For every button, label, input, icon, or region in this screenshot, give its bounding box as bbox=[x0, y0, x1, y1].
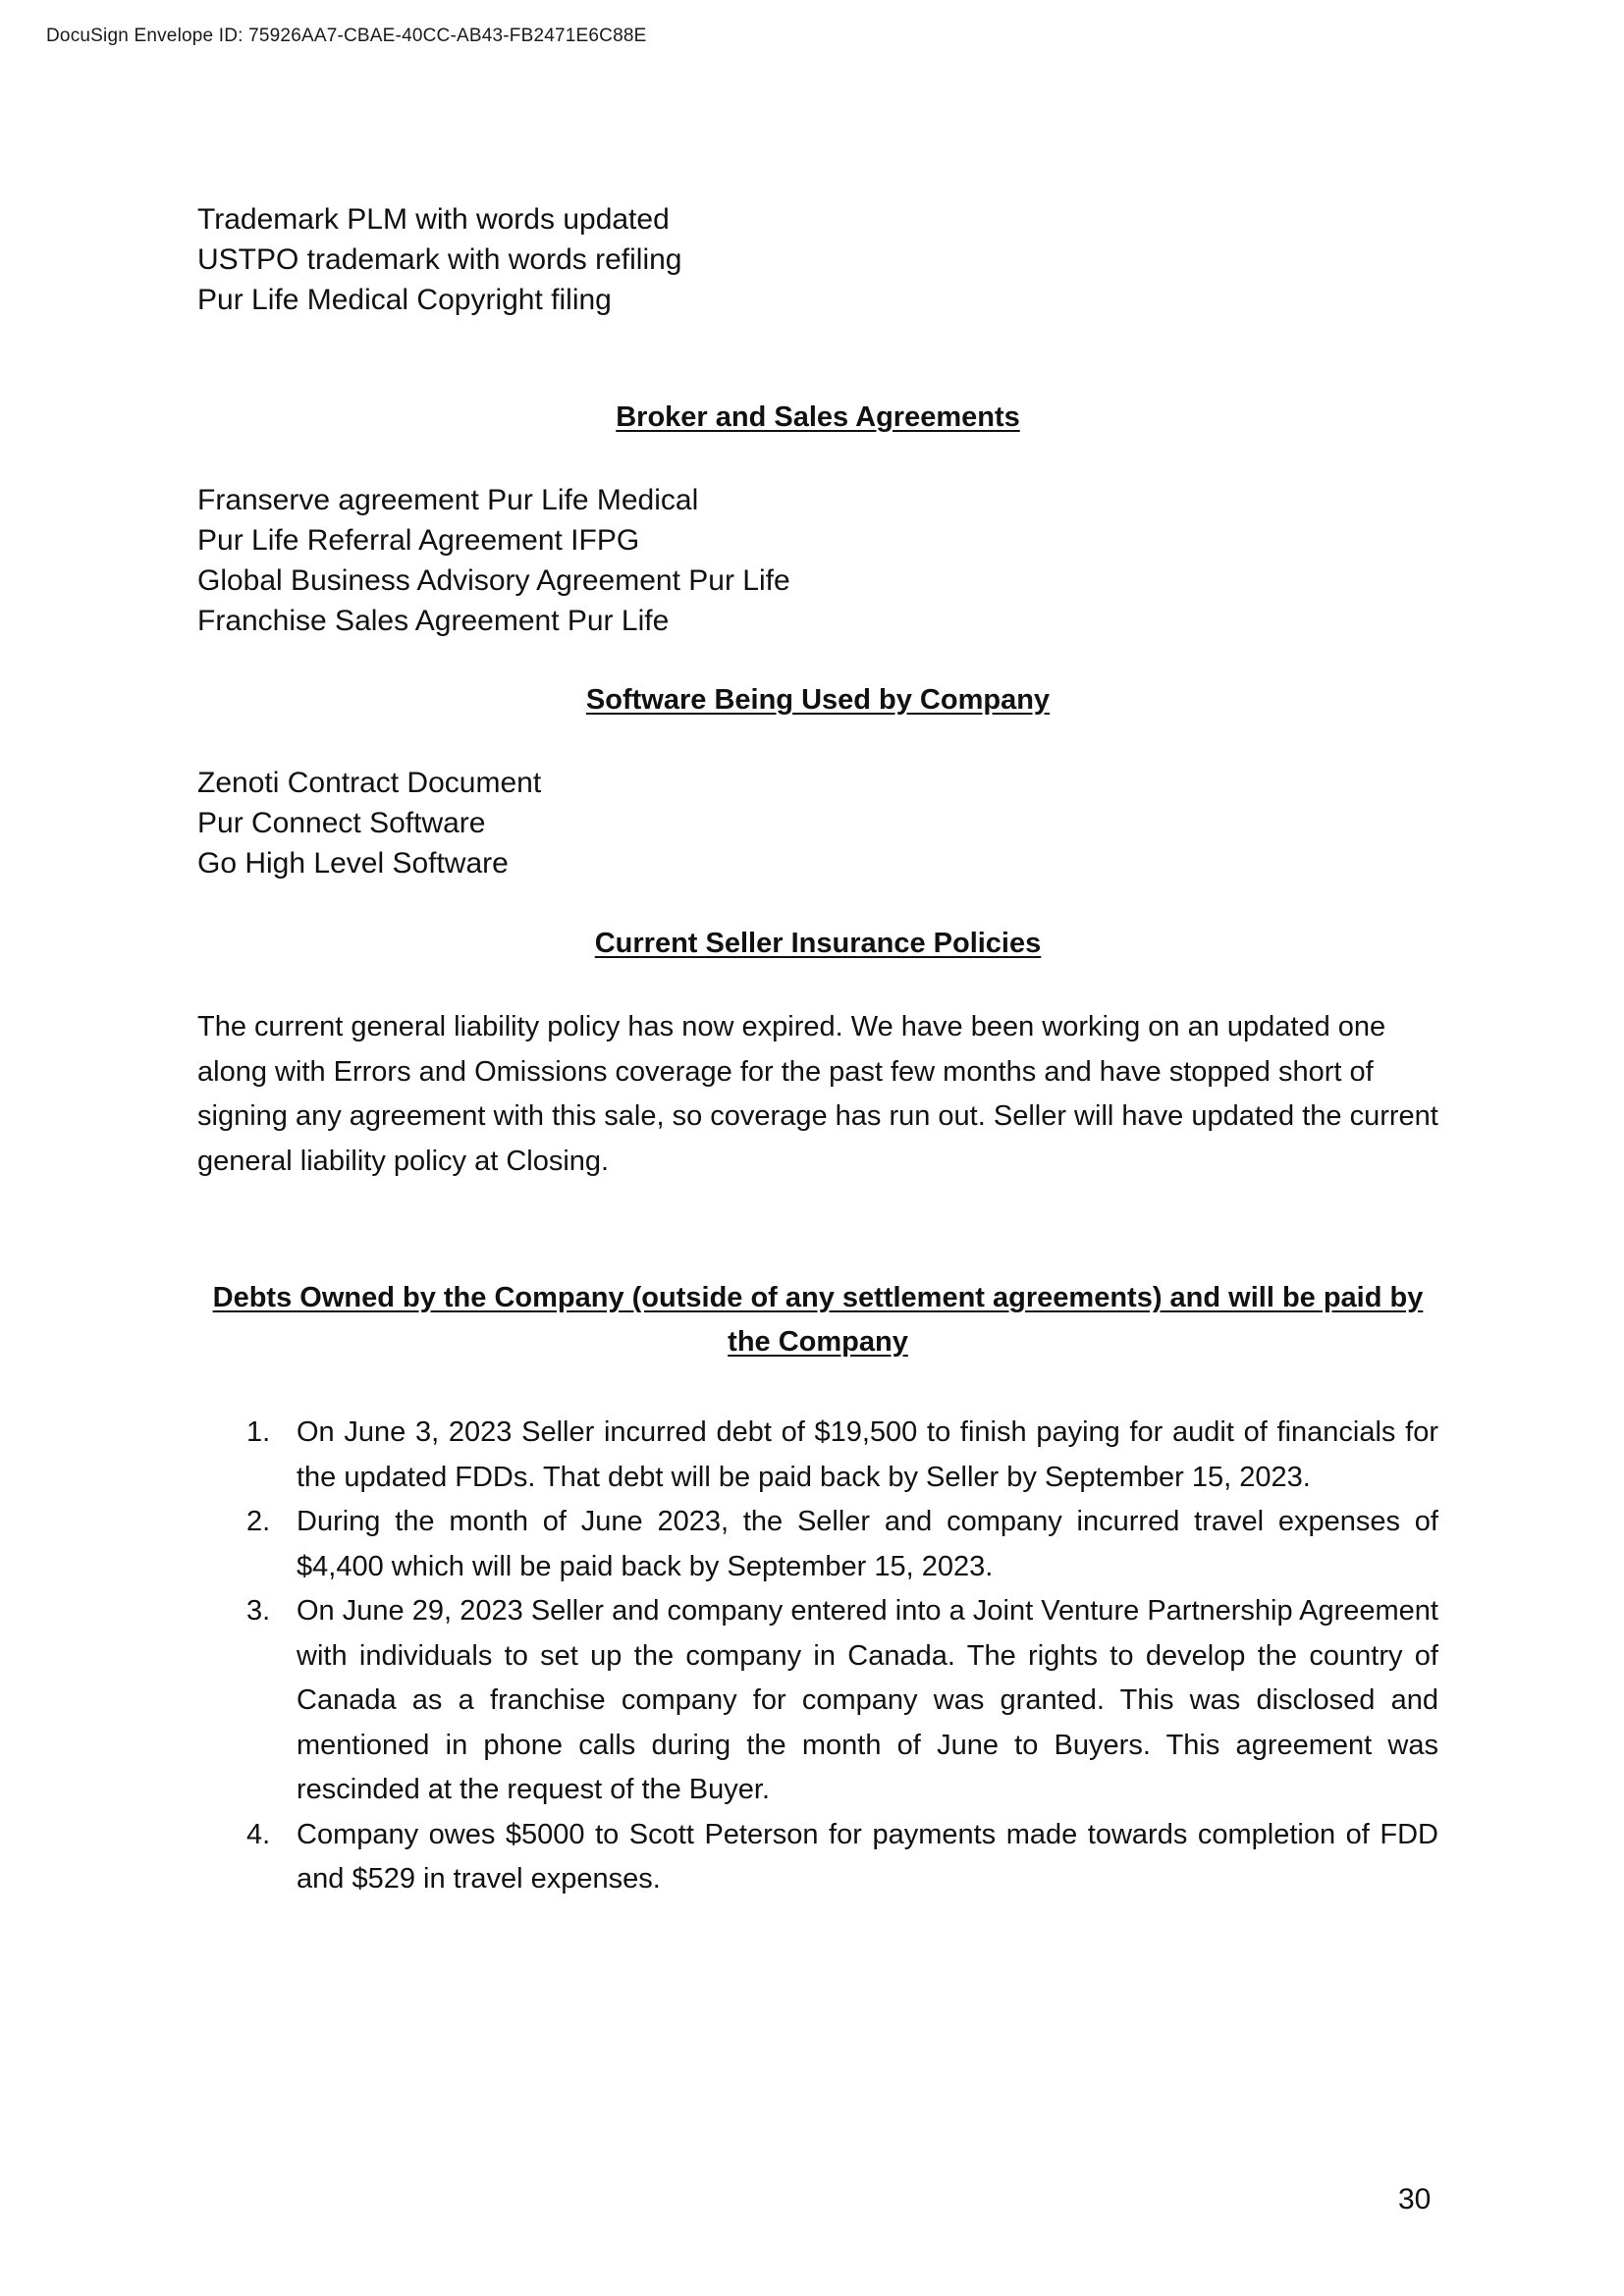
debt-text: Company owes $5000 to Scott Peterson for payments made towards completion of FDD and $529 in travel expenses. bbox=[297, 1818, 1438, 1895]
list-item: USTPO trademark with words refiling bbox=[197, 243, 682, 276]
docusign-envelope-id: DocuSign Envelope ID: 75926AA7-CBAE-40CC-AB43-FB2471E6C88E bbox=[46, 26, 647, 46]
list-number: 4. bbox=[246, 1818, 271, 1850]
list-item: Global Business Advisory Agreement Pur Life bbox=[197, 564, 790, 597]
list-number: 1. bbox=[246, 1416, 271, 1448]
debt-text: During the month of June 2023, the Seller and company incurred travel expenses of $4,400 which will be paid back by September 15, 2023. bbox=[297, 1506, 1438, 1582]
list-item: Zenoti Contract Document bbox=[197, 767, 542, 799]
debt-item-4 bbox=[197, 1813, 1438, 1902]
software-list bbox=[197, 763, 541, 883]
list-number: 3. bbox=[246, 1595, 271, 1627]
page-number: 30 bbox=[1398, 2183, 1432, 2216]
list-item: Pur Life Referral Agreement IFPG bbox=[197, 524, 640, 557]
insurance-paragraph: The current general liability policy has now expired. We have been working on an updated one along with Errors and Omissions coverage for the past few months and have stopped short of signing any agreement with this sale, so coverage has run out. Seller will have updated the current general liability policy at Closing. bbox=[197, 1011, 1438, 1177]
debt-text: On June 29, 2023 Seller and company entered into a Joint Venture Partnership Agreement with individuals to set up the company in Canada. The rights to develop the country of Canada as a franchise company for company was granted. This was disclosed and mentioned in phone calls during the month of June to Buyers. This agreement was rescinded at the request of the Buyer. bbox=[297, 1595, 1438, 1805]
list-item: Trademark PLM with words updated bbox=[197, 203, 670, 236]
list-item: Pur Connect Software bbox=[197, 807, 486, 839]
debt-item-1 bbox=[197, 1411, 1438, 1500]
debt-text: On June 3, 2023 Seller incurred debt of $19,500 to finish paying for audit of financials for the updated FDDs. That debt will be paid back by Seller by September 15, 2023. bbox=[297, 1416, 1438, 1493]
list-item: Pur Life Medical Copyright filing bbox=[197, 284, 612, 316]
list-number: 2. bbox=[246, 1506, 271, 1537]
debts-heading: Debts Owned by the Company (outside of any settlement agreements) and will be paid by the Company bbox=[212, 1282, 1424, 1358]
trademark-list bbox=[197, 199, 681, 320]
debt-item-3 bbox=[197, 1589, 1438, 1813]
list-item: Franserve agreement Pur Life Medical bbox=[197, 484, 699, 516]
broker-heading: Broker and Sales Agreements bbox=[616, 401, 1020, 433]
list-item: Go High Level Software bbox=[197, 847, 509, 880]
broker-list bbox=[197, 480, 790, 641]
insurance-heading: Current Seller Insurance Policies bbox=[594, 928, 1042, 959]
debts-list bbox=[197, 1411, 1438, 1902]
software-heading: Software Being Used by Company bbox=[585, 684, 1051, 716]
debt-item-2 bbox=[197, 1500, 1438, 1589]
list-item: Franchise Sales Agreement Pur Life bbox=[197, 605, 670, 637]
